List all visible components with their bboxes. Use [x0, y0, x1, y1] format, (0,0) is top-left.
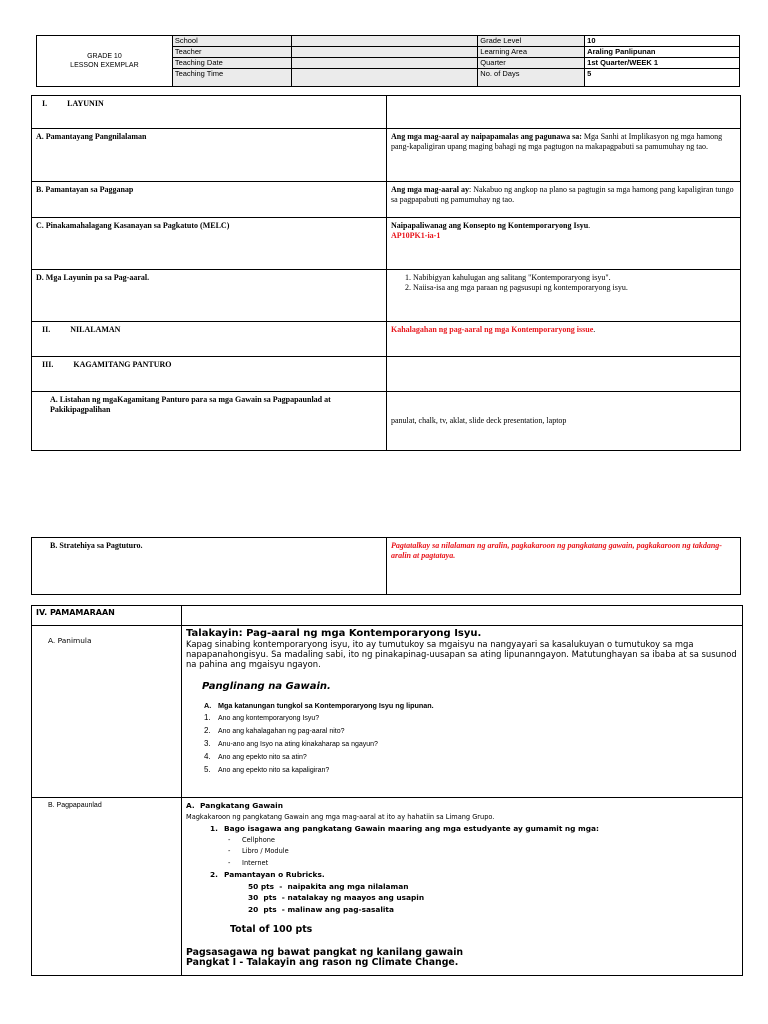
grade-level-label: Grade Level	[478, 36, 585, 47]
pamamaraan-label: IV. PAMAMARAAN	[32, 606, 182, 626]
melc-label: C. Pinakamahalagang Kasanayan sa Pagkatuto (MELC)	[32, 218, 387, 270]
tool-name: Libro / Module	[242, 847, 289, 855]
question-number: 2.	[204, 726, 211, 735]
strategy-table	[31, 537, 741, 595]
question-number: 1.	[204, 713, 211, 722]
pagpapaunlad-content	[182, 798, 743, 976]
procedure-table	[31, 605, 743, 976]
lesson-title-exemplar: LESSON EXEMPLAR	[70, 62, 139, 69]
pangnilalaman-text: Mga Sanhi at Implikasyon ng mga hamong pang-kapaligiran upang maging bahagi ng mga pagtugon na makapagpabuti sa pamumuhay ng tao.	[391, 132, 723, 151]
quarter-value: 1st Quarter/WEEK 1	[585, 58, 740, 69]
pagpapaunlad-label-text: B. Pagpapaunlad	[48, 802, 102, 809]
pagpapaunlad-label	[32, 798, 182, 976]
question-number: 5.	[204, 765, 211, 774]
panimula-label	[32, 626, 182, 798]
nilalaman-dot: .	[593, 325, 596, 334]
tool-name: Cellphone	[242, 835, 275, 844]
kagamitan-label-text: III. KAGAMITANG PANTURO	[42, 360, 172, 369]
lesson-title-grade: GRADE 10	[87, 53, 122, 60]
rubric-item: 50 pts - naipakita ang mga nilalaman	[248, 881, 409, 891]
teaching-date-label: Teaching Date	[172, 58, 291, 69]
teaching-date-value	[291, 58, 478, 69]
learning-area-value: Araling Panlipunan	[585, 47, 740, 58]
school-value	[291, 36, 478, 47]
layunin-heading	[32, 96, 387, 129]
layunin-heading-text: I. LAYUNIN	[42, 99, 104, 108]
question-text: Ano ang kontemporaryong Isyu?	[218, 715, 320, 722]
question-number: 4.	[204, 752, 211, 761]
learning-area-label: Learning Area	[478, 47, 585, 58]
teaching-time-label: Teaching Time	[172, 69, 291, 87]
melc-competency: Naipapaliwanag ang Konsepto ng Kontemporaryong Isyu	[391, 221, 589, 230]
pangkatang-title: Pangkatang Gawain	[200, 801, 283, 810]
tool-item: - Internet	[228, 858, 269, 867]
melc-dot: .	[588, 221, 591, 230]
teacher-value	[291, 47, 478, 58]
nilalaman-label	[32, 322, 387, 357]
total-points: Total of 100 pts	[230, 924, 313, 935]
strategy-label	[32, 538, 387, 595]
listahan-text: panulat, chalk, tv, aklat, slide deck presentation, laptop	[391, 416, 567, 426]
question-item	[204, 712, 738, 725]
panimula-label-text: A. Panimula	[48, 636, 92, 645]
question-item	[204, 738, 738, 751]
question-text: Ano ang epekto nito sa kapaligiran?	[218, 767, 330, 774]
lesson-title	[37, 36, 173, 87]
days-label: No. of Days	[478, 69, 585, 87]
step-2	[210, 869, 738, 881]
pagsasagawa-text: Pagsasagawa ng bawat pangkat ng kanilang gawain	[186, 946, 464, 958]
tool-item: - Libro / Module	[228, 847, 289, 855]
tool-name: Internet	[242, 858, 269, 867]
school-label: School	[172, 36, 291, 47]
pamantayang-pangnilalaman-label: A. Pamantayang Pangnilalaman	[32, 129, 387, 182]
layunin-value	[387, 96, 741, 129]
question-text: Ano ang epekto nito sa atin?	[218, 754, 307, 761]
pangkat-1-text: Pangkat I - Talakayin ang rason ng Climate Change.	[186, 956, 459, 968]
talakayin-title: Talakayin: Pag-aaral ng mga Kontemporaryong Isyu.	[186, 628, 482, 639]
step-1-text: Bago isagawa ang pangkatang Gawain maaring ang mga estudyante ay gumamit ng mga:	[224, 824, 599, 833]
teaching-time-value	[291, 69, 478, 87]
step-2-text: Pamantayan o Rubricks.	[224, 870, 325, 879]
pangkatang-letter: A.	[186, 801, 195, 810]
mga-layunin-value	[387, 270, 741, 322]
strategy-label-text: B. Stratehiya sa Pagtuturo.	[50, 541, 143, 550]
quarter-label: Quarter	[478, 58, 585, 69]
pamantayang-pangnilalaman-value	[387, 129, 741, 182]
objectives-table	[31, 95, 741, 451]
pamantayan-sa-pagganap-value	[387, 182, 741, 218]
questions-header-letter: A.	[204, 701, 212, 710]
pagganap-text: : Nakabuo ng angkop na plano sa pagtugin sa mga hamong pang kapaligiran tungo sa pagpapabuti ng pamumuhay ng tao.	[391, 185, 734, 204]
melc-value	[387, 218, 741, 270]
pangnilalaman-lead: Ang mga mag-aaral ay naipapamalas ang pagunawa sa:	[391, 132, 582, 141]
kagamitan-label	[32, 357, 387, 392]
step-1	[210, 823, 738, 835]
nilalaman-value	[387, 322, 741, 357]
strategy-text: Pagtatalkay sa nilalaman ng aralin, pagkakaroon ng pangkatang gawain, pagkakaroon ng takdang-aralin at pagtataya.	[391, 541, 722, 560]
talakayin-text: Kapag sinabing kontemporaryong isyu, ito ay tumutukoy sa mgaisyu na nangyayari sa kasalukuyan o tumutukoy sa mga napapanahongisyu. Sa madaling sabi, ito ng pinakapinag-uusapan sa ating lipunanngayon. Matutunghayan sa ibaba at sa susunod na pahina ang mgaisyu ngayon.	[186, 639, 737, 669]
pangkatang-heading	[186, 800, 738, 812]
pamantayan-sa-pagganap-label: B. Pamantayan sa Pagganap	[32, 182, 387, 218]
grade-level-value: 10	[585, 36, 740, 47]
teacher-label: Teacher	[172, 47, 291, 58]
layunin-item-1: 1. Nabibigyan kahulugan ang salitang "Kontemporaryong isyu".	[413, 273, 736, 283]
melc-code: AP10PK1-ia-1	[391, 230, 441, 240]
listahan-value	[387, 392, 741, 451]
kagamitan-value	[387, 357, 741, 392]
question-item	[204, 764, 738, 777]
question-number: 3.	[204, 739, 211, 748]
pagganap-lead: Ang mga mag-aaral ay	[391, 185, 469, 194]
tool-item: - Cellphone	[228, 835, 275, 844]
mga-layunin-label: D. Mga Layunin pa sa Pag-aaral.	[32, 270, 387, 322]
listahan-label	[32, 392, 387, 451]
question-item	[204, 751, 738, 764]
panglinang-title: Panglinang na Gawain.	[202, 681, 331, 692]
pangkatang-text: Magkakaroon ng pangkatang Gawain ang mga mag-aaral at ito ay hahatiin sa Limang Grupo.	[186, 812, 495, 821]
layunin-item-2: 2. Naiisa-isa ang mga paraan ng pagsusupi ng kontemporaryong isyu.	[413, 283, 736, 293]
question-text: Anu-ano ang Isyo na ating kinakaharap sa ngayun?	[218, 741, 378, 748]
nilalaman-text: Kahalagahan ng pag-aaral ng mga Kontemporaryong issue	[391, 325, 594, 334]
nilalaman-label-text: II. NILALAMAN	[42, 325, 121, 334]
step-1-number: 1.	[210, 824, 218, 833]
panimula-content	[182, 626, 743, 798]
question-item	[204, 725, 738, 738]
listahan-label-text: A. Listahan ng mgaKagamitang Panturo para sa mga Gawain sa Pagpapaunlad at Pakikipagpalihan	[50, 395, 331, 414]
questions-header-text: Mga katanungan tungkol sa Kontemporaryong Isyu ng lipunan.	[218, 701, 434, 710]
rubric-item: 30 pts - natalakay ng maayos ang usapin	[248, 893, 425, 902]
question-text: Ano ang kahalagahan ng pag-aaral nito?	[218, 728, 345, 735]
lesson-header-table	[36, 35, 740, 87]
rubric-item: 20 pts - malinaw ang pag-sasalita	[248, 904, 394, 914]
step-2-number: 2.	[210, 870, 218, 879]
strategy-value	[387, 538, 741, 595]
days-value: 5	[585, 69, 740, 87]
questions-header	[204, 700, 738, 712]
pamamaraan-value	[182, 606, 743, 626]
